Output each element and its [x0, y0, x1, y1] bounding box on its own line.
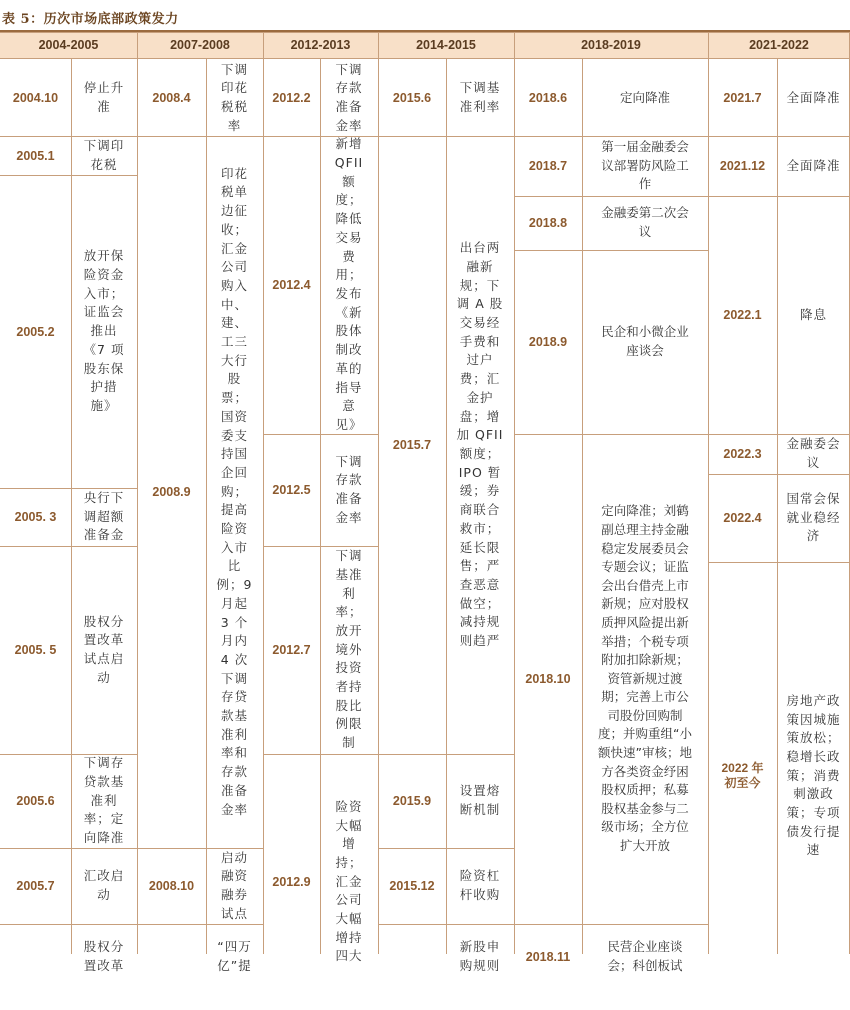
event-date: 2012.9 — [272, 875, 311, 889]
event-date: 2015.6 — [392, 91, 432, 105]
period-header-2018-2019: 2018-2019 — [581, 38, 641, 52]
event-date: 2022.3 — [723, 447, 762, 461]
event-date: 2022 年 初至今 — [721, 761, 764, 790]
event-date: 2018.7 — [528, 159, 568, 173]
event-date: 2008.10 — [148, 879, 195, 893]
policy-description: 启动 融资 融券 试点 — [220, 849, 248, 921]
event-date: 2008.4 — [152, 91, 191, 105]
policy-description: 出台两 融新 规；下 调 A 股 交易经 手费和 过户 费；汇 金护 盘；增 加 QFII 额度； IPO 暂 缓；券 商联合 救市； 延长限 售；严 查恶意 做空； 减持规 则趋严 — [456, 240, 504, 649]
policy-description: “四万 亿”提 — [217, 939, 252, 973]
policy-description: 下调印 花税 — [83, 137, 125, 172]
policy-description: 停止升 准 — [83, 80, 125, 114]
event-date: 2018.6 — [528, 91, 568, 105]
event-date: 2018.8 — [528, 216, 568, 230]
event-date: 2015.7 — [392, 438, 432, 452]
event-date: 2018.11 — [525, 950, 571, 964]
policy-description: 国常会保 就业稳经 济 — [786, 490, 841, 544]
policy-description: 央行下 调超额 准备金 — [83, 489, 125, 543]
policy-description: 金融委第二次会 议 — [601, 205, 689, 239]
event-date: 2005.1 — [16, 148, 55, 163]
policy-description: 下调基 准利率 — [459, 80, 501, 114]
event-date — [0, 924, 71, 990]
policy-description: 定向降准 — [619, 89, 670, 105]
policy-description: 定向降准；刘鹤 副总理主持金融 稳定发展委员会 专题会议；证监 会出台借壳上市 新规；应对股权 质押风险提出新 举措；个税专项 附加扣除新规； 资管新规过渡 期；完善上市公 司股份回购制 度；并购重组“小 额快速”审核；地 方各类资金纾困 股权质押；私募 股权基金参与二 级市场；全方位 扩大开放 — [598, 503, 692, 854]
event-date: 2008.9 — [152, 485, 191, 499]
policy-description: 设置熔 断机制 — [459, 783, 501, 817]
policy-description: 险资 大幅 增 持； 汇金 公司 大幅 增持 四大 — [335, 798, 363, 964]
policy-description: 下调 印花 税税 率 — [220, 61, 248, 133]
policy-description: 新增 QFII 额 度； 降低 交易 费 用； 发布 《新 股体 制改 革的 指导 意 见》 — [334, 136, 364, 432]
event-date: 2005. 3 — [14, 510, 57, 524]
table-title: 表 5：历次市场底部政策发力 — [2, 12, 179, 27]
policy-description: 汇改启 动 — [83, 868, 125, 902]
event-date: 2015.9 — [392, 794, 432, 808]
event-date: 2005.6 — [16, 794, 55, 808]
policy-description: 民营企业座谈 会；科创板试 — [607, 939, 683, 973]
policy-description: 金融委会 议 — [786, 436, 841, 470]
event-date: 2022.1 — [723, 308, 762, 322]
policy-description: 第一届金融委会 议部署防风险工 作 — [601, 139, 689, 192]
period-header-2007-2008: 2007-2008 — [170, 38, 230, 52]
policy-description: 新股申 购规则 — [459, 939, 501, 973]
event-date: 2018.10 — [525, 672, 571, 686]
event-date: 2012.5 — [272, 483, 311, 497]
policy-description: 放开保 险资金 入市； 证监会 推出 《7 项 股东保 护措 施》 — [83, 248, 125, 413]
event-date: 2015.12 — [389, 879, 435, 893]
event-date: 2012.2 — [272, 91, 311, 105]
policy-table — [0, 32, 850, 973]
policy-description: 股权分 置改革 — [83, 939, 125, 973]
policy-description: 下调存 贷款基 准利 率；定 向降准 — [83, 755, 125, 846]
event-date — [378, 924, 446, 990]
policy-description: 全面降准 — [786, 157, 841, 173]
event-date: 2021.12 — [719, 159, 766, 173]
event-date — [137, 924, 206, 990]
event-date: 2022.4 — [723, 511, 762, 525]
event-date: 2018.9 — [528, 335, 568, 349]
policy-description: 全面降准 — [786, 89, 841, 105]
policy-description: 股权分 置改革 试点启 动 — [83, 613, 125, 685]
period-header-2004-2005: 2004-2005 — [38, 38, 99, 52]
event-date: 2012.4 — [272, 278, 311, 292]
policy-description: 印花 税单 边征 收； 汇金 公司 购入 中、 建、 工三 大行 股 票； 国资 委支 持国 企回 购； 提高 险资 入市 比 例；9 月起 3 个 月内 4 次 下调 存贷 款基 准利 率和 存款 准备 金率 — [216, 165, 253, 817]
header-bottom-rule — [0, 58, 850, 59]
event-date: 2005.2 — [16, 324, 55, 339]
event-date: 2005. 5 — [14, 643, 57, 657]
policy-description: 险资杠 杆收购 — [459, 868, 501, 902]
event-date: 2005.7 — [16, 879, 55, 893]
event-date: 2004.10 — [12, 91, 59, 105]
policy-description: 房地产政 策因城施 策放松； 稳增长政 策；消费 刺激政 策；专项 债发行提 速 — [786, 692, 841, 858]
period-header-2012-2013: 2012-2013 — [290, 38, 351, 52]
policy-description: 下调 基准 利 率； 放开 境外 投资 者持 股比 例限 制 — [335, 548, 363, 751]
policy-description: 降息 — [799, 306, 827, 322]
policy-description: 下调 存款 准备 金率 — [335, 453, 363, 525]
event-date: 2012.7 — [272, 643, 311, 657]
event-date: 2021.7 — [723, 91, 762, 105]
policy-description: 民企和小微企业 座谈会 — [601, 324, 689, 358]
policy-description: 下调 存款 准备 金率 — [335, 61, 363, 133]
period-header-2014-2015: 2014-2015 — [416, 38, 476, 52]
period-header-2021-2022: 2021-2022 — [749, 38, 809, 52]
